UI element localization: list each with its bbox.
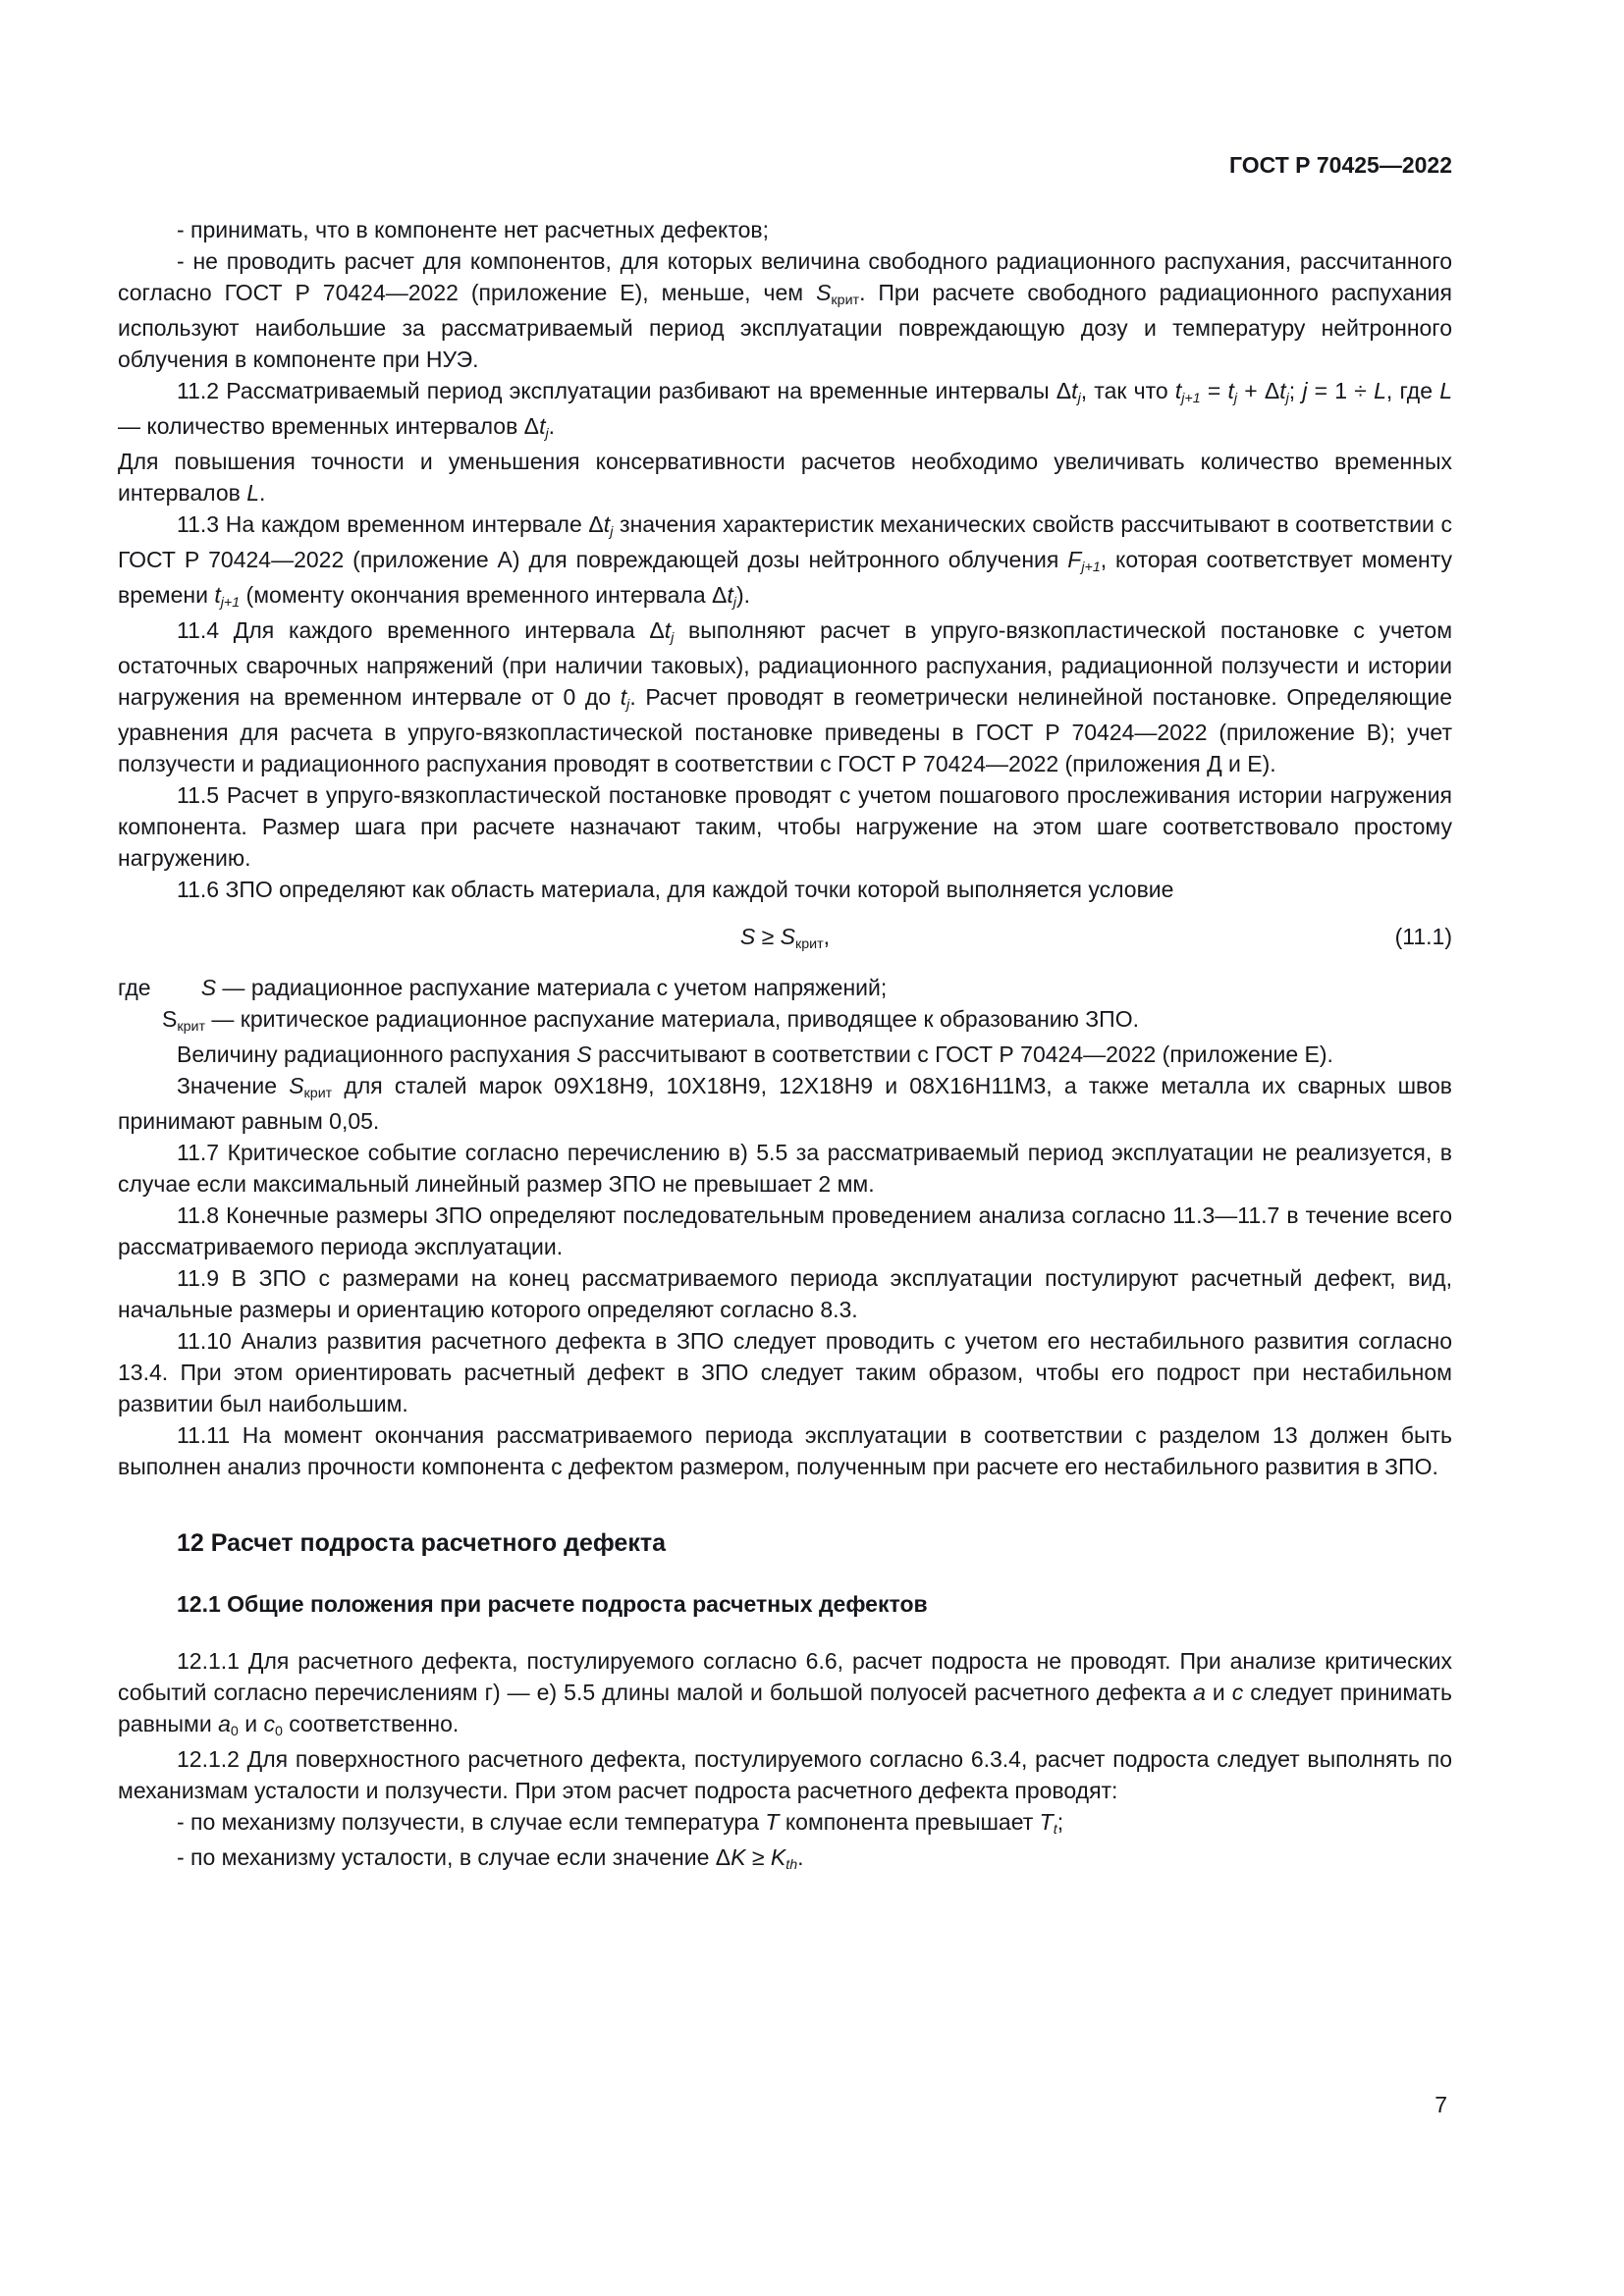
document-header (118, 149, 1452, 181)
paragraph-s-crit-value: Значение Sкрит для сталей марок 09Х18Н9, 10Х18Н9, 12Х18Н9 и 08Х16Н11М3, а также металла их сварных швов принимают равным 0,05. (118, 1073, 1452, 1134)
page-number: 7 (1435, 2092, 1447, 2117)
document-content (118, 214, 1452, 1877)
list-item-fatigue-mechanism: - по механизму усталости, в случае если значение ΔK ≥ Kth. (177, 1844, 804, 1873)
list-item-creep-mechanism: - по механизму ползучести, в случае если температура T компонента превышает Tt; (177, 1809, 1064, 1838)
section-heading-12: 12 Расчет подроста расчетного дефекта (177, 1529, 666, 1557)
definition-where-s: где S — радиационное распухание материала с учетом напряжений; (118, 975, 888, 1000)
document-code: ГОСТ Р 70425—2022 (1229, 152, 1452, 178)
paragraph-11-11: 11.11 На момент окончания рассматриваемого периода эксплуатации в соответствии с разделом 13 должен быть выполнен анализ прочности компонента с дефектом размером, полученным при расчете его нестабильного развития в ЗПО. (118, 1422, 1452, 1479)
paragraph-11-3: 11.3 На каждом временном интервале Δtj значения характеристик механических свойств рассчитывают в соответствии с ГОСТ Р 70424—2022 (приложение А) для повреждающей дозы нейтронного облучения Fj+1, которая соответствует моменту времени tj+1 (моменту окончания временного интервала Δtj). (118, 511, 1452, 611)
paragraph-12-1-2: 12.1.2 Для поверхностного расчетного дефекта, постулируемого согласно 6.3.4, расчет подроста следует выполнять по механизмам усталости и ползучести. При этом расчет подроста расчетного дефекта проводят: (118, 1746, 1452, 1803)
paragraph-11-9: 11.9 В ЗПО с размерами на конец рассматриваемого периода эксплуатации постулируют расчетный дефект, вид, начальные размеры и ориентацию которого определяют согласно 8.3. (118, 1265, 1452, 1322)
paragraph-11-10: 11.10 Анализ развития расчетного дефекта в ЗПО следует проводить с учетом его нестабильного развития согласно 13.4. При этом ориентировать расчетный дефект в ЗПО следует таким образом, чтобы его подрост при нестабильном развитии был наибольшим. (118, 1328, 1452, 1416)
paragraph-11-6: 11.6 ЗПО определяют как область материала, для каждой точки которой выполняется условие (177, 877, 1174, 902)
list-item-dash-1: - принимать, что в компоненте нет расчетных дефектов; (177, 217, 770, 242)
paragraph-11-5: 11.5 Расчет в упруго-вязкопластической постановке проводят с учетом пошагового прослеживания истории нагружения компонента. Размер шага при расчете назначают таким, чтобы нагружение на этом шаге соответствовало простому нагружению. (118, 782, 1452, 871)
definition-s-crit: Sкрит — критическое радиационное распухание материала, приводящее к образованию ЗПО. (162, 1006, 1139, 1035)
paragraph-11-4: 11.4 Для каждого временного интервала Δtj выполняют расчет в упруго-вязкопластической постановке с учетом остаточных сварочных напряжений (при наличии таковых), радиационного распухания, радиационной ползучести и истории нагружения на временном интервале от 0 до tj. Расчет проводят в геометрически нелинейной постановке. Определяющие уравнения для расчета в упруго-вязкопластической постановке приведены в ГОСТ Р 70424—2022 (приложение В); учет ползучести и радиационного распухания проводят в соответствии с ГОСТ Р 70424—2022 (приложения Д и Е). (118, 617, 1453, 776)
list-item-dash-2: - не проводить расчет для компонентов, для которых величина свободного радиационного распухания, рассчитанного согласно ГОСТ Р 70424—2022 (приложение Е), меньше, чем Sкрит. При расчете свободного радиационного распухания используют наибольшие за рассматриваемый период эксплуатации повреждающую дозу и температуру нейтронного облучения в компоненте при НУЭ. (118, 248, 1452, 372)
paragraph-11-7: 11.7 Критическое событие согласно перечислению в) 5.5 за рассматриваемый период эксплуатации не реализуется, в случае если максимальный линейный размер ЗПО не превышает 2 мм. (118, 1140, 1452, 1197)
formula-11-1: S ≥ Sкрит, (11.1) (118, 905, 1452, 972)
equation-number: (11.1) (1394, 924, 1452, 949)
paragraph-11-2-continuation: Для повышения точности и уменьшения консервативности расчетов необходимо увеличивать количество временных интервалов L. (118, 449, 1452, 506)
paragraph-12-1-1: 12.1.1 Для расчетного дефекта, постулируемого согласно 6.6, расчет подроста не проводят. При анализе критических событий согласно перечислениям г) — е) 5.5 длины малой и большой полуосей расчетного дефекта a и c следует принимать равными a0 и c0 соответственно. (118, 1648, 1452, 1739)
page-footer (118, 2089, 1447, 2120)
paragraph-11-2: 11.2 Рассматриваемый период эксплуатации разбивают на временные интервалы Δtj, так что tj+1 = tj + Δtj; j = 1 ÷ L, где L — количество временных интервалов Δtj. (118, 378, 1452, 442)
paragraph-s-calculation: Величину радиационного распухания S рассчитывают в соответствии с ГОСТ Р 70424—2022 (приложение Е). (177, 1041, 1333, 1067)
subsection-heading-12-1: 12.1 Общие положения при расчете подроста расчетных дефектов (177, 1591, 928, 1617)
paragraph-11-8: 11.8 Конечные размеры ЗПО определяют последовательным проведением анализа согласно 11.3—11.7 в течение всего рассматриваемого периода эксплуатации. (118, 1202, 1452, 1259)
